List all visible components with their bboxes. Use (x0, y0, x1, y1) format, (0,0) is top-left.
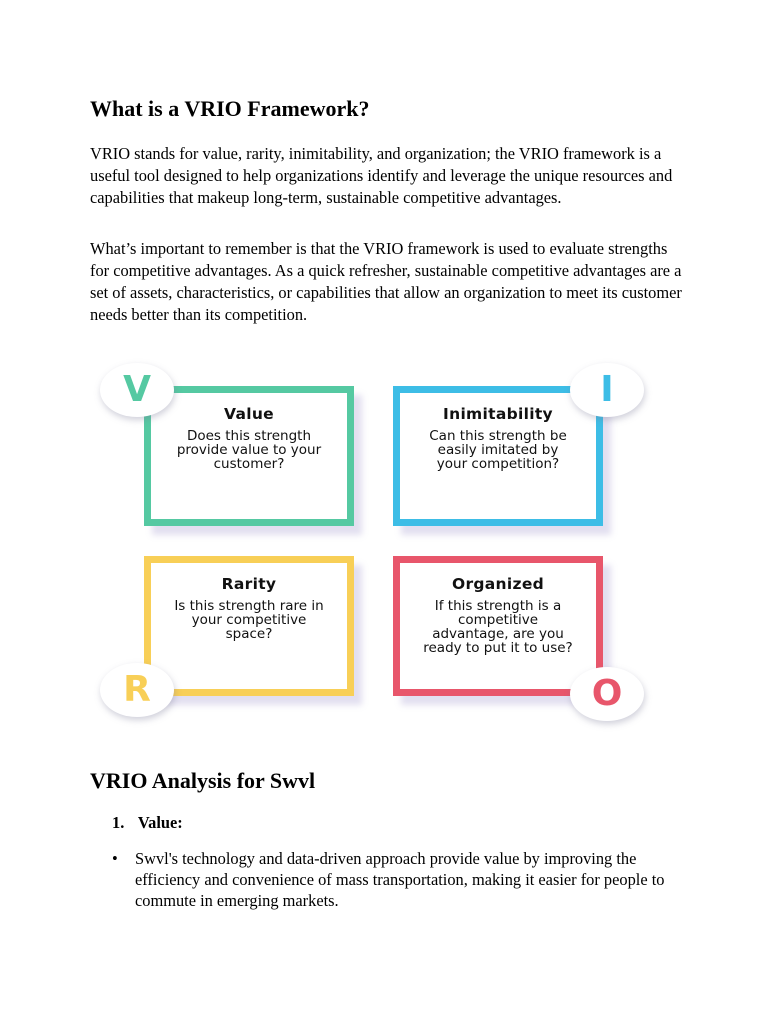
inimitability-card-text: Can this strength be easily imitated by your competition? (429, 428, 567, 472)
list-item-label: Value: (137, 813, 183, 832)
inimitability-card (393, 386, 603, 526)
vrio-infographic (88, 355, 680, 735)
heading-vrio-analysis-swvl: VRIO Analysis for Swvl (90, 768, 316, 793)
letter-r-badge: R (100, 663, 174, 717)
list-number: 1. (112, 813, 125, 832)
bullet-list-item (112, 848, 692, 911)
inimitability-card-title: Inimitability (443, 405, 553, 423)
rarity-card (144, 556, 354, 696)
letter-i-badge: I (570, 363, 644, 417)
organized-card-title: Organized (451, 575, 545, 593)
bullet-text: Swvl's technology and data-driven approach provide value by improving the efficiency and convenience of mass transportation, making it easier for people to commute in emerging markets. (135, 849, 665, 910)
organized-card-text: If this strength is a competitive advantage, are you ready to put it to use? (423, 598, 573, 656)
bullet-icon: • (112, 849, 118, 868)
value-card (144, 386, 354, 526)
paragraph-vrio-importance: What’s important to remember is that the VRIO framework is used to evaluate strengths for competitive advantages. As a quick refresher, sustainable competitive advantages are a set of assets, characteristics, or capabilities that allow an organization to meet its customer needs better than its competition. (90, 239, 682, 324)
value-card-text: Does this strength provide value to your customer? (176, 428, 322, 472)
heading-what-is-vrio: What is a VRIO Framework? (90, 96, 370, 121)
rarity-card-title: Rarity (221, 575, 277, 593)
letter-v-badge: V (100, 363, 174, 417)
value-card-title: Value (224, 405, 274, 423)
letter-o-badge: O (570, 667, 644, 721)
numbered-list-item (112, 812, 183, 834)
paragraph-vrio-definition: VRIO stands for value, rarity, inimitability, and organization; the VRIO framework is a useful tool designed to help organizations identify and leverage the unique resources and capabilities that makeup long-term, sustainable competitive advantages. (90, 144, 673, 207)
organized-card (393, 556, 603, 696)
rarity-card-text: Is this strength rare in your competitive space? (174, 598, 324, 642)
